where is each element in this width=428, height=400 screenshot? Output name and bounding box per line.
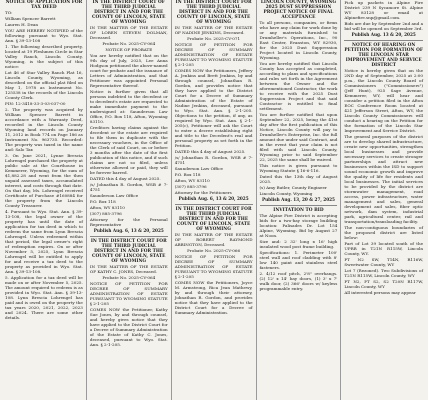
notice-paragraph: COMES NOW the Petitioners, Joyce M. Armstrong, Rica Jean Mathewy, by and through their attorney, Johnathan R. Gordon, and provides notice that they have applied to the District Court for a Decree of Summary Administration. bbox=[174, 280, 253, 315]
notice-paragraph: 1. The following described property, located at 19 Fleshmen Circle in Star Valley Ranch, Lincoln County, Wyoming, is the subject of this notice: bbox=[5, 44, 83, 69]
notice-paragraph: COMES NOW the Petitioner, Kathy Sue Jones, by and through counsel, and hereby gives notice that they have applied to the District Court for a Decree of Summary Administration of the Estate of Kathy C. Jones, deceased, pursuant to Wyo. Stat. Ann. § 2-1-205. bbox=[89, 307, 168, 347]
notice-dust-suppression bbox=[260, 0, 338, 202]
notice-paragraph: Lauren H. Dean bbox=[5, 22, 39, 27]
notice-bid-continued bbox=[344, 0, 423, 37]
publication-dates: Publish Aug. 13, 20 & 27, 2025 bbox=[261, 197, 335, 202]
notice-paragraph: P.O. Box 118 bbox=[89, 199, 116, 204]
notice-heading: INVITATION TO BID bbox=[273, 208, 324, 213]
notice-paragraph: NOTICE OF PETITION FOR DECREE OF SUMMARY ADMINISTRATION OF ESTATE PURSUANT TO WYOMING STATUTE § 2-1-205 bbox=[174, 42, 253, 67]
notice-paragraph: You are hereby notified that Lincoln County has accepted as completed, according to plans and specifications and rules set forth in the Agreement between the Owner and the aforementioned Contractor, the work to receive with the 2025 Dust Suppression Project and that said Contractor is entitled to final settlement. bbox=[259, 61, 338, 111]
notice-divider bbox=[175, 204, 253, 205]
notice-paragraph: The general purposes of the district are to develop shared infrastructure, create new opportunities, strengthen local businesses and provide necessary services to create stronger partnerships and attract new businesses within the ISD to support sound economic growth and improve the quality of life for residents and local businesses. The initial services to be provided by the district are stormwater management, road access, power infrastructure, water management and sales, general development and sales, fiber optic network, dam system, industrial park, agricultural center, rail and transportation/transloading facility. bbox=[344, 134, 424, 224]
notice-paragraph: IN THE MATTER OF THE ESTATE OF KATHY C. JONES, Deceased. bbox=[89, 264, 168, 274]
notice-heading: IN THE DISTRICT COURT FOR THE THIRD JUDICIAL DISTRICT IN AND FOR THE COUNTY OF LINCOLN, STATE OF WYOMING bbox=[175, 0, 252, 25]
notice-paragraph: NOTICE OF PETITION FOR DECREE OF SUMMARY ADMINISTRATION OF ESTATE PURSUANT TO WYOMING STATUTE § 2-1-205 bbox=[89, 281, 168, 306]
column-2 bbox=[87, 0, 172, 400]
notice-paragraph: 2. The property was acquired by William Spencer Barrett in accordance with a Warranty Deed, recorded in the Lincoln County Wyoming land records on January 11, 2012 in Book 774 on Page 186 as Instrument No. 963735. Recorded: The property was taxed in the name and: Salo Tax bbox=[5, 107, 83, 152]
notice-heading: NOTICE OF APPLICATION FOR TAX DEED bbox=[5, 0, 83, 10]
notice-paragraph: Afton, WY 83110 bbox=[174, 178, 210, 183]
notice-probate-dolman bbox=[90, 0, 168, 233]
notice-paragraph: 4. Pursuant to Wyo. Stat. Ann. § 39-13-108, the legal owner of the property has until the date of application for tax deed in which to redeem the same from Lynn Brescia Lohrengel. Unless redeemed within that period, the legal owner's right of redemption expires. On or after November 5, 2025, Lynn Brescia Lohrengel will be entitled to apply for and receive a tax deed to the property as provided in Wyo. Stat. Ann. § 39-13-108. bbox=[5, 209, 83, 274]
notice-paragraph: The Alpine Fire District is accepting bids for a two-bay storage building location: Palisades Dr. Lot 154 Alpine, Wyoming. Bid by August 27 at Noon. bbox=[259, 213, 338, 238]
notice-paragraph: (307) 885-3796 bbox=[174, 184, 207, 189]
notice-paragraph: IN THE MATTER OF THE ESTATE OF ROBERT RAYMOND ABBINGTON, Deceased. bbox=[174, 232, 253, 247]
notice-paragraph: You are hereby notified that on the 9th day of July, 2025, Lee Anna Hodgson petitioned the above-named court for probate and the issuance of Letters of Administration, and that Petitioner was appointed Personal Representative thereof. bbox=[89, 53, 168, 88]
notice-paragraph: Size and: 2 32' long x 16' high insulated wood post frame building. bbox=[259, 239, 338, 249]
notice-paragraph: NOTICE OF PETITION FOR DECREE OF SUMMARY ADMINISTRATION OF ESTATE PURSUANT TO WYOMING STATUTE § 2-1-205 bbox=[174, 254, 253, 279]
notice-paragraph: Attorney for the Personal Representative bbox=[89, 217, 168, 227]
notice-paragraph: DATED this 4 day of August 2025. bbox=[89, 176, 161, 181]
notice-heading: IN THE DISTRICT COURT OF THE THIRD JUDICIAL DISTRICT IN AND FOR THE COUNTY OF LINCOLN, STATE OF WYOMING bbox=[92, 0, 166, 25]
notice-paragraph: You are further notified that upon September 22, 2025, being the 41st day after the first publication of this Notice, Lincoln County will pay to Drumheller's Enterprise, Inc. the full amount due under said Contract, and in the event that your claim is not filed with said Lincoln County, Wyoming prior to said September 22, 2025 the same shall be waived. bbox=[259, 112, 338, 162]
notice-paragraph: Probate No. 2025-CV-071 bbox=[187, 36, 241, 41]
notice-paragraph: Lot 7 (Rezoned). Two Subdivisions of T21N R115W, Lincoln County, WY bbox=[344, 268, 424, 278]
notice-heading: LINCOLN COUNTY, WYOMING 2025 DUST SUPPRESSION PROJECT NOTICE OF FINAL ACCEPTANCE bbox=[260, 0, 337, 20]
notice-heading: IN THE DISTRICT COURT FOR THE THIRD JUDICIAL DISTRICT IN AND FOR THE COUNTY OF LINCOLN, STATE OF WYOMING bbox=[175, 207, 252, 232]
notice-paragraph: 2. 4/12 roof pitch, 2'8" overhangs. (2) 12' x 14' bay doors, (1) 3' x 7' walk door, (2) 366' doors w/ keyless programmable entry. bbox=[259, 271, 338, 291]
notice-paragraph: Probate No. 2025-CV-064 bbox=[102, 41, 156, 46]
column-3 bbox=[172, 0, 257, 400]
notice-divider bbox=[90, 236, 168, 237]
notice-paragraph: Pick up packets in Alpine Fire District 239 N Sycamore St. Alpine WY 83128 or email at Alpinefire.snp@gmail.com. bbox=[344, 0, 424, 20]
notice-paragraph: COMES NOW the Petitioners, Jeffery A. Jenkins and Brett Jenkins, by and through counsel, Johnathan R. Gordon, and provides notice that they have applied to the District Court for a Decree of Summary Administration of the Estate of Nadine Jenkins, deceased, pursuant to Wyo. Stat. Ann. § 2-1-205. Objections to the petition, if any, as required by Wyo. Stat. Ann. § 2-1-205(c), Petitioner will ask the Court to enter a decree establishing right and title to the Decedent's real and personal property as set forth in the Petition. bbox=[174, 68, 253, 148]
notice-paragraph: Notice is hereby given that on the 2ND day of September, 2025 at 2:00 p.m., the Lincoln County Board of Commissioners ("Commissioners") (Jeff Hunt), 925 Sage Avenue, Kemmerer, WY, will hear and consider a petition filed in the Afton EOC Conference Room located at 421 Jefferson Street, Afton, WY, the Lincoln County Commissioners will conduct a hearing on the Petition for the formation of the Lincoln Star Improvement and Service District. bbox=[344, 68, 424, 133]
notice-paragraph: Part of Lot 39 located south of the UPRR in T21N R115W, Lincoln County, WY. bbox=[344, 241, 424, 256]
notice-paragraph: Probate No. 2025-CV-066 bbox=[187, 248, 241, 253]
publication-dates: Publish Aug. 6, 13 & 20, 2025 bbox=[178, 196, 249, 201]
notice-hearing-lincoln-star bbox=[344, 43, 423, 295]
notice-heading: IN THE DISTRICT COURT FOR THE THIRD JUDICIAL DISTRICT IN AND FOR THE COUNTY OF LINCOLN, STATE OF WYOMING bbox=[90, 239, 167, 264]
notice-paragraph: 3. On June 2021, Lynne Brescia Lohrengel purchased the property at public sale at the Courthouse in Kemmerer, Wyoming, for the sum of $1,882.28 and went from the then unpaid assessed taxes, accumulated interest, and costs through that date. On that day, Ms. Lohrengel received Certificate of Purchase #160884 for the property from the Lincoln County Treasurer. bbox=[5, 153, 83, 208]
notice-paragraph: /s/ Johnathan R. Gordon, WSB # 7-4751 bbox=[89, 182, 168, 192]
notice-paragraph: (307) 885-3796 bbox=[89, 211, 122, 216]
column-1 bbox=[2, 0, 87, 400]
notice-paragraph: To all persons, companies, or firms who have any claim for work done by or any materials furnished to Drumheller's Operations, Inc., 90 East Center, Evanston, WY 82930, for the 2025 Dust Suppression Project located in Lincoln County, Wyoming. bbox=[259, 20, 338, 60]
notice-paragraph: YOU ARE HEREBY NOTIFIED of the following: pursuant to Wyo. Stat. Ann. § 39-13-108 bbox=[5, 28, 83, 43]
notice-paragraph: All interested persons may appear bbox=[344, 290, 416, 295]
notice-summary-jones bbox=[90, 239, 168, 347]
notice-paragraph: Probate No. 2025-CV-064 bbox=[102, 275, 156, 280]
notice-paragraph: TO: bbox=[5, 10, 13, 15]
notice-divider bbox=[344, 40, 423, 41]
notice-paragraph: Saunderson Law Office bbox=[89, 193, 139, 198]
notice-paragraph: NOTICE OF PROBATE bbox=[105, 47, 153, 52]
notice-paragraph: IN THE MATTER OF THE ESTATE OF LOREN STEVEN DOLMAN, Deceased. bbox=[89, 25, 168, 40]
column-4 bbox=[257, 0, 342, 400]
notice-paragraph: (s) Amy Butler, County Engineer bbox=[259, 185, 327, 190]
notice-paragraph: PT N2, PT S2, S2 T20N R117W, Lincoln County, WY bbox=[344, 279, 424, 289]
notice-paragraph: Creditors having claims against the decedent or the estate are required to file them in duplicate with the necessary vouchers, in the Office of the Clerk of said Court, on or before 3 months after the date of the first publication of this notice, and if such claims are not so filed, unless otherwise allowed or paid, they will be forever barred. bbox=[89, 125, 168, 175]
notice-paragraph: Lincoln County, Wyoming bbox=[259, 191, 313, 196]
notice-summary-jenkins bbox=[175, 0, 253, 201]
notice-paragraph: /s/ Johnathan R. Gordon, WSB # 7-4751 bbox=[174, 155, 253, 165]
notice-paragraph: Saunderson Law Office bbox=[174, 166, 223, 171]
column-5 bbox=[341, 0, 426, 400]
notice-paragraph: Notice is further given that all persons indebted to the decedent or to decedent's estate are requested to make immediate payment to the undersigned at: Saunderson Law Office, P.O. Box 118, Afton, Wyoming 83110. bbox=[89, 89, 168, 124]
notice-paragraph: PIN: 12-3418-33-3-03-037-00 bbox=[5, 101, 66, 106]
notice-paragraph: Attorney for the Petitioners bbox=[174, 190, 232, 195]
publication-dates: Publish Aug. 13 & 20, 2025 bbox=[351, 32, 416, 37]
publication-dates: Publish Aug. 6, 13 & 20, 2025 bbox=[93, 228, 164, 233]
notice-paragraph: Dated this the 13th day of August 2025. bbox=[259, 174, 338, 184]
notice-summary-abbington bbox=[175, 207, 253, 315]
notice-paragraph: DATED this 4 day of August 2025. bbox=[174, 149, 246, 154]
notice-paragraph: Lot 46 of Star Valley Ranch Plat 16, Lincoln County, Wyoming, as described on the official plat filed on May 1, 1978 as Instrument No. 125538 in the records of the Lincoln County Clerk. bbox=[5, 70, 83, 100]
notice-paragraph: PT N2 SW, T14N, R116W, Sweetwater County, WY bbox=[344, 257, 424, 267]
notice-paragraph: Afton, WY 83110 bbox=[89, 205, 125, 210]
notice-application-tax-deed bbox=[5, 0, 83, 320]
notice-paragraph: P.O. Box 118 bbox=[174, 172, 201, 177]
notice-paragraph: Bids are due by September 2nd and a bid will be opened on September 3rd. bbox=[344, 21, 424, 31]
notice-paragraph: This notice is given pursuant to Wyoming Statute § 16-6-116. bbox=[259, 163, 338, 173]
notice-heading: NOTICE OF HEARING ON PETITION FOR FORMATION OF THE LINCOLN STAR IMPROVEMENT AND SERVICE DISTRICT bbox=[344, 43, 423, 68]
notice-paragraph: IN THE MATTER OF THE ESTATE OF NADINE JENKINS, Deceased. bbox=[174, 25, 253, 35]
notice-paragraph: William Spencer Barrett bbox=[5, 16, 56, 21]
notice-paragraph: Specifications: 1. Perimeter 100' steel wall and roof cladding with 8' low 140 paint and stainless steel fasteners. bbox=[259, 250, 338, 270]
notice-divider bbox=[260, 205, 338, 206]
notice-invitation-to-bid bbox=[260, 208, 338, 291]
notice-paragraph: The non-contiguous boundaries of the proposed district are listed below: bbox=[344, 225, 424, 240]
notice-paragraph: 5. Application for a tax deed will be made on or after November 5, 2025. The amount required to redeem is as provided in Wyo. Stat. Ann. § 39-13-108. Lynn Brescia Lohrengel has paid and is owed on the property the tax years 2020, 2021, 2022, 2023 and 2024. There are some other details. bbox=[5, 275, 83, 320]
